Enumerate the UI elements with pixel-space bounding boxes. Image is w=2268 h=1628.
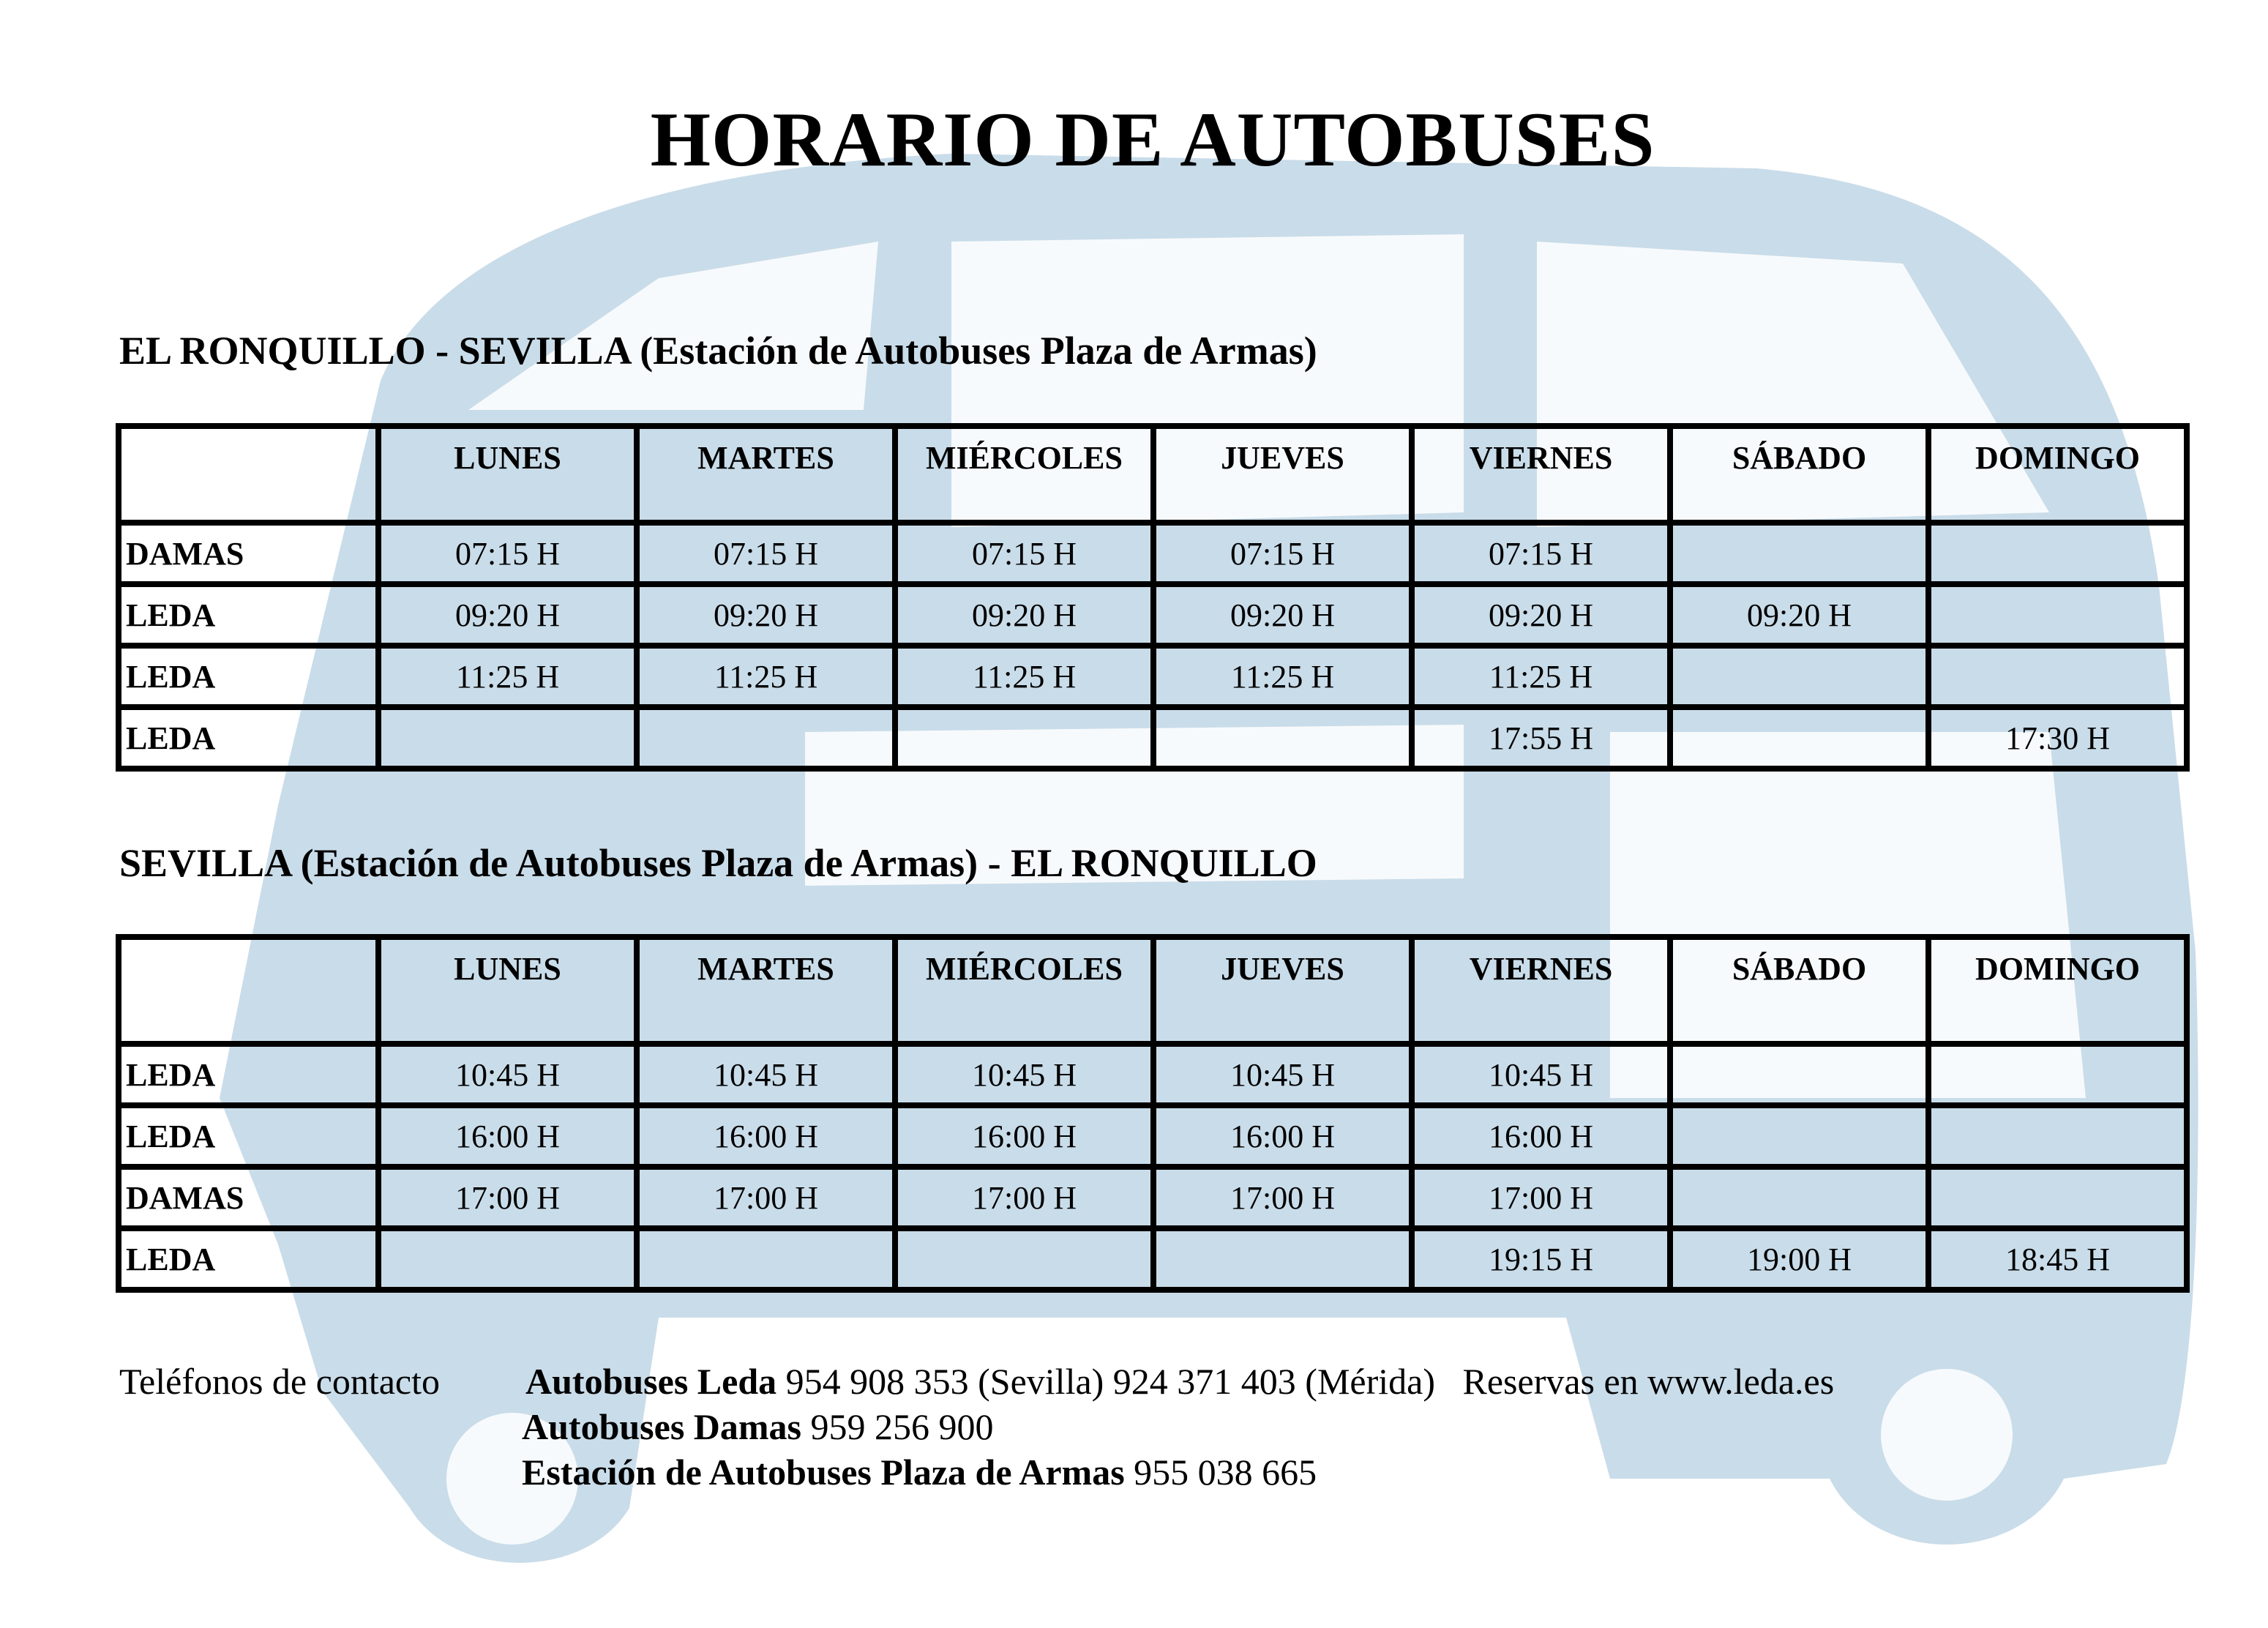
header-row — [119, 937, 2187, 1044]
time-cell — [1670, 1105, 1928, 1167]
time-cell: 11:25 H — [895, 646, 1153, 707]
day-header: MIÉRCOLES — [895, 426, 1153, 523]
day-header: JUEVES — [1153, 426, 1412, 523]
time-cell: 10:45 H — [1412, 1044, 1670, 1105]
time-cell: 16:00 H — [637, 1105, 895, 1167]
time-cell — [1928, 584, 2187, 646]
time-cell: 10:45 H — [895, 1044, 1153, 1105]
time-cell: 17:00 H — [378, 1167, 637, 1228]
time-cell — [378, 1228, 637, 1290]
time-cell — [1153, 707, 1412, 769]
time-cell — [1928, 523, 2187, 584]
time-cell — [1928, 646, 2187, 707]
table-row — [119, 523, 2187, 584]
table-row — [119, 1044, 2187, 1105]
schedule-table-sevilla-ronquillo — [116, 934, 2190, 1293]
time-cell: 17:30 H — [1928, 707, 2187, 769]
operator-cell: LEDA — [119, 1044, 378, 1105]
time-cell: 07:15 H — [895, 523, 1153, 584]
time-cell: 10:45 H — [378, 1044, 637, 1105]
day-header: VIERNES — [1412, 426, 1670, 523]
time-cell: 09:20 H — [1670, 584, 1928, 646]
table-row — [119, 584, 2187, 646]
time-cell: 16:00 H — [1412, 1105, 1670, 1167]
day-header: LUNES — [378, 426, 637, 523]
header-row — [119, 426, 2187, 523]
route-heading-sevilla-ronquillo: SEVILLA (Estación de Autobuses Plaza de Armas) - EL RONQUILLO — [119, 841, 1317, 885]
contact-leda — [525, 1360, 1834, 1403]
time-cell: 16:00 H — [378, 1105, 637, 1167]
time-cell: 17:00 H — [895, 1167, 1153, 1228]
time-cell — [1670, 1044, 1928, 1105]
operator-cell: LEDA — [119, 707, 378, 769]
table-row — [119, 707, 2187, 769]
time-cell — [1670, 523, 1928, 584]
day-header: SÁBADO — [1670, 426, 1928, 523]
time-cell: 11:25 H — [1412, 646, 1670, 707]
contact-damas — [522, 1405, 994, 1448]
day-header: DOMINGO — [1928, 937, 2187, 1044]
damas-phone: 959 256 900 — [810, 1406, 994, 1447]
station-phone: 955 038 665 — [1134, 1452, 1317, 1493]
time-cell: 17:00 H — [1153, 1167, 1412, 1228]
leda-booking: Reservas en www.leda.es — [1462, 1361, 1835, 1402]
time-cell: 09:20 H — [378, 584, 637, 646]
station-name: Estación de Autobuses Plaza de Armas — [522, 1452, 1125, 1493]
time-cell — [637, 1228, 895, 1290]
day-header: SÁBADO — [1670, 937, 1928, 1044]
operator-cell: LEDA — [119, 646, 378, 707]
day-header: LUNES — [378, 937, 637, 1044]
leda-name: Autobuses Leda — [525, 1361, 777, 1402]
time-cell — [1153, 1228, 1412, 1290]
damas-name: Autobuses Damas — [522, 1406, 802, 1447]
corner-cell — [119, 937, 378, 1044]
day-header: MARTES — [637, 937, 895, 1044]
time-cell: 10:45 H — [637, 1044, 895, 1105]
time-cell — [1670, 1167, 1928, 1228]
table-row — [119, 1228, 2187, 1290]
time-cell — [637, 707, 895, 769]
leda-phones: 954 908 353 (Sevilla) 924 371 403 (Mérida) — [785, 1361, 1435, 1402]
time-cell — [378, 707, 637, 769]
day-header: MARTES — [637, 426, 895, 523]
day-header: DOMINGO — [1928, 426, 2187, 523]
table-row — [119, 1167, 2187, 1228]
time-cell — [1670, 646, 1928, 707]
time-cell: 09:20 H — [1153, 584, 1412, 646]
time-cell: 11:25 H — [637, 646, 895, 707]
time-cell — [1670, 707, 1928, 769]
route-heading-ronquillo-sevilla: EL RONQUILLO - SEVILLA (Estación de Autobuses Plaza de Armas) — [119, 329, 1317, 373]
time-cell — [1928, 1167, 2187, 1228]
page-title: HORARIO DE AUTOBUSES — [650, 97, 1655, 182]
time-cell: 09:20 H — [1412, 584, 1670, 646]
day-header: MIÉRCOLES — [895, 937, 1153, 1044]
time-cell: 17:00 H — [1412, 1167, 1670, 1228]
time-cell: 10:45 H — [1153, 1044, 1412, 1105]
time-cell: 18:45 H — [1928, 1228, 2187, 1290]
operator-cell: LEDA — [119, 584, 378, 646]
time-cell: 16:00 H — [1153, 1105, 1412, 1167]
time-cell — [1928, 1105, 2187, 1167]
time-cell: 17:00 H — [637, 1167, 895, 1228]
time-cell: 19:15 H — [1412, 1228, 1670, 1290]
day-header: VIERNES — [1412, 937, 1670, 1044]
time-cell: 09:20 H — [895, 584, 1153, 646]
time-cell — [895, 1228, 1153, 1290]
operator-cell: LEDA — [119, 1228, 378, 1290]
time-cell — [895, 707, 1153, 769]
time-cell: 07:15 H — [378, 523, 637, 584]
time-cell: 07:15 H — [1153, 523, 1412, 584]
time-cell: 09:20 H — [637, 584, 895, 646]
table-row — [119, 646, 2187, 707]
operator-cell: DAMAS — [119, 1167, 378, 1228]
time-cell: 11:25 H — [1153, 646, 1412, 707]
operator-cell: DAMAS — [119, 523, 378, 584]
time-cell: 07:15 H — [637, 523, 895, 584]
time-cell: 17:55 H — [1412, 707, 1670, 769]
time-cell: 07:15 H — [1412, 523, 1670, 584]
time-cell: 16:00 H — [895, 1105, 1153, 1167]
contact-station — [522, 1451, 1317, 1493]
time-cell: 19:00 H — [1670, 1228, 1928, 1290]
day-header: JUEVES — [1153, 937, 1412, 1044]
table-row — [119, 1105, 2187, 1167]
contact-label: Teléfonos de contacto — [119, 1361, 440, 1402]
time-cell — [1928, 1044, 2187, 1105]
corner-cell — [119, 426, 378, 523]
schedule-table-ronquillo-sevilla — [116, 423, 2190, 772]
time-cell: 11:25 H — [378, 646, 637, 707]
operator-cell: LEDA — [119, 1105, 378, 1167]
